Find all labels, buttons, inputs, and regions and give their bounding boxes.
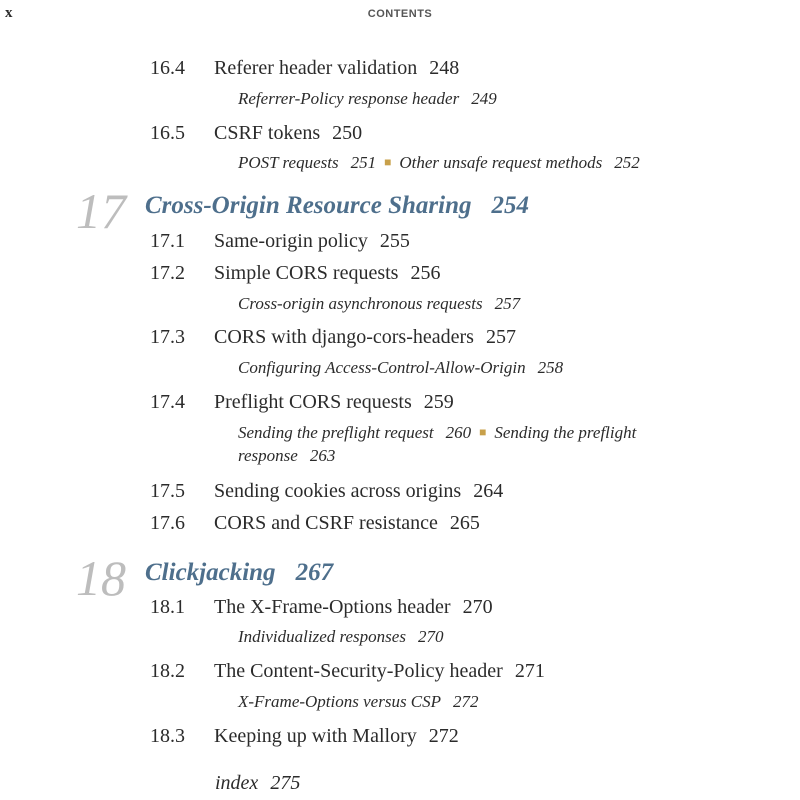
page-ref: 256 xyxy=(410,262,441,284)
section-number: 17.2 xyxy=(150,262,185,284)
page-ref: 249 xyxy=(471,89,497,108)
section-number: 18.1 xyxy=(150,596,185,618)
page-ref: 267 xyxy=(295,559,334,586)
subsection-title: Sending the preflight xyxy=(494,423,637,442)
section-title: The X-Frame-Options header xyxy=(214,596,451,618)
toc-entry[interactable] xyxy=(214,596,493,619)
page-number: x xyxy=(5,5,13,21)
page-ref: 252 xyxy=(614,153,640,172)
page-ref: 259 xyxy=(423,391,454,413)
page-ref: 255 xyxy=(379,230,410,252)
index-entry[interactable] xyxy=(215,772,300,795)
subsection-title: X-Frame-Options versus CSP xyxy=(238,692,442,711)
page-ref: 257 xyxy=(485,326,516,348)
subsection-line[interactable] xyxy=(238,627,443,647)
section-title: Preflight CORS requests xyxy=(214,391,412,413)
section-number: 16.4 xyxy=(150,57,185,79)
section-number: 17.1 xyxy=(150,230,185,252)
subsection-line[interactable] xyxy=(238,423,636,443)
chapter-number: 18 xyxy=(76,550,126,606)
page-ref: 260 xyxy=(445,423,472,442)
section-number: 17.5 xyxy=(150,480,185,502)
page-ref: 254 xyxy=(491,192,529,219)
subsection-line[interactable] xyxy=(238,89,497,109)
subsection-line[interactable] xyxy=(238,692,479,712)
page-ref: 270 xyxy=(417,627,444,646)
subsection-title-continued: response xyxy=(238,446,298,465)
page-ref: 270 xyxy=(462,596,493,618)
toc-entry[interactable] xyxy=(214,391,454,414)
chapter-title: Clickjacking xyxy=(145,559,276,586)
toc-entry[interactable] xyxy=(214,512,480,535)
chapter-number: 17 xyxy=(76,183,126,239)
section-title: Keeping up with Mallory xyxy=(214,725,417,747)
section-number: 18.2 xyxy=(150,660,185,682)
subsection-title: Individualized responses xyxy=(238,627,406,646)
toc-entry[interactable] xyxy=(214,725,459,748)
section-title: CORS and CSRF resistance xyxy=(214,512,438,534)
toc-entry[interactable] xyxy=(214,230,410,253)
subsection-line-continued[interactable] xyxy=(238,446,335,466)
index-title: index xyxy=(215,772,259,794)
toc-entry[interactable] xyxy=(214,660,545,683)
subsection-line[interactable] xyxy=(238,358,563,378)
page-ref: 250 xyxy=(332,122,363,144)
subsection-title: Configuring Access-Control-Allow-Origin xyxy=(238,358,526,377)
section-number: 18.3 xyxy=(150,725,185,747)
toc-entry[interactable] xyxy=(214,480,503,503)
page-ref: 251 xyxy=(350,153,377,172)
toc-entry[interactable] xyxy=(214,57,459,80)
page-ref: 272 xyxy=(453,692,479,711)
page-ref: 263 xyxy=(309,446,336,465)
section-number: 17.4 xyxy=(150,391,185,413)
section-number: 16.5 xyxy=(150,122,185,144)
page-ref: 264 xyxy=(473,480,504,502)
section-title: CORS with django-cors-headers xyxy=(214,326,474,348)
section-title: CSRF tokens xyxy=(214,122,321,144)
section-title: The Content-Security-Policy header xyxy=(214,660,503,682)
subsection-title: Cross-origin asynchronous requests xyxy=(238,294,483,313)
page-ref: 272 xyxy=(428,725,459,747)
toc-entry[interactable] xyxy=(214,262,440,285)
chapter-entry[interactable] xyxy=(145,559,333,587)
page-ref: 265 xyxy=(449,512,480,534)
separator-bullet-icon: ■ xyxy=(479,425,487,439)
chapter-entry[interactable] xyxy=(145,192,529,220)
page-ref: 275 xyxy=(270,772,301,794)
section-title: Sending cookies across origins xyxy=(214,480,462,502)
subsection-title: Other unsafe request methods xyxy=(399,153,603,172)
section-title: Same-origin policy xyxy=(214,230,368,252)
subsection-title: Referrer-Policy response header xyxy=(238,89,460,108)
page-ref: 248 xyxy=(429,57,460,79)
toc-entry[interactable] xyxy=(214,326,516,349)
section-number: 17.6 xyxy=(150,512,185,534)
section-number: 17.3 xyxy=(150,326,185,348)
chapter-title: Cross-Origin Resource Sharing xyxy=(145,192,472,219)
page-ref: 271 xyxy=(514,660,545,682)
subsection-title: Sending the preflight request xyxy=(238,423,434,442)
toc-entry[interactable] xyxy=(214,122,362,145)
page-ref: 258 xyxy=(537,358,564,377)
running-head: CONTENTS xyxy=(367,8,433,20)
section-title: Simple CORS requests xyxy=(214,262,399,284)
page-ref: 257 xyxy=(494,294,521,313)
subsection-title: POST requests xyxy=(238,153,339,172)
section-title: Referer header validation xyxy=(214,57,418,79)
subsection-line[interactable] xyxy=(238,153,640,173)
subsection-line[interactable] xyxy=(238,294,520,314)
separator-bullet-icon: ■ xyxy=(384,155,392,169)
